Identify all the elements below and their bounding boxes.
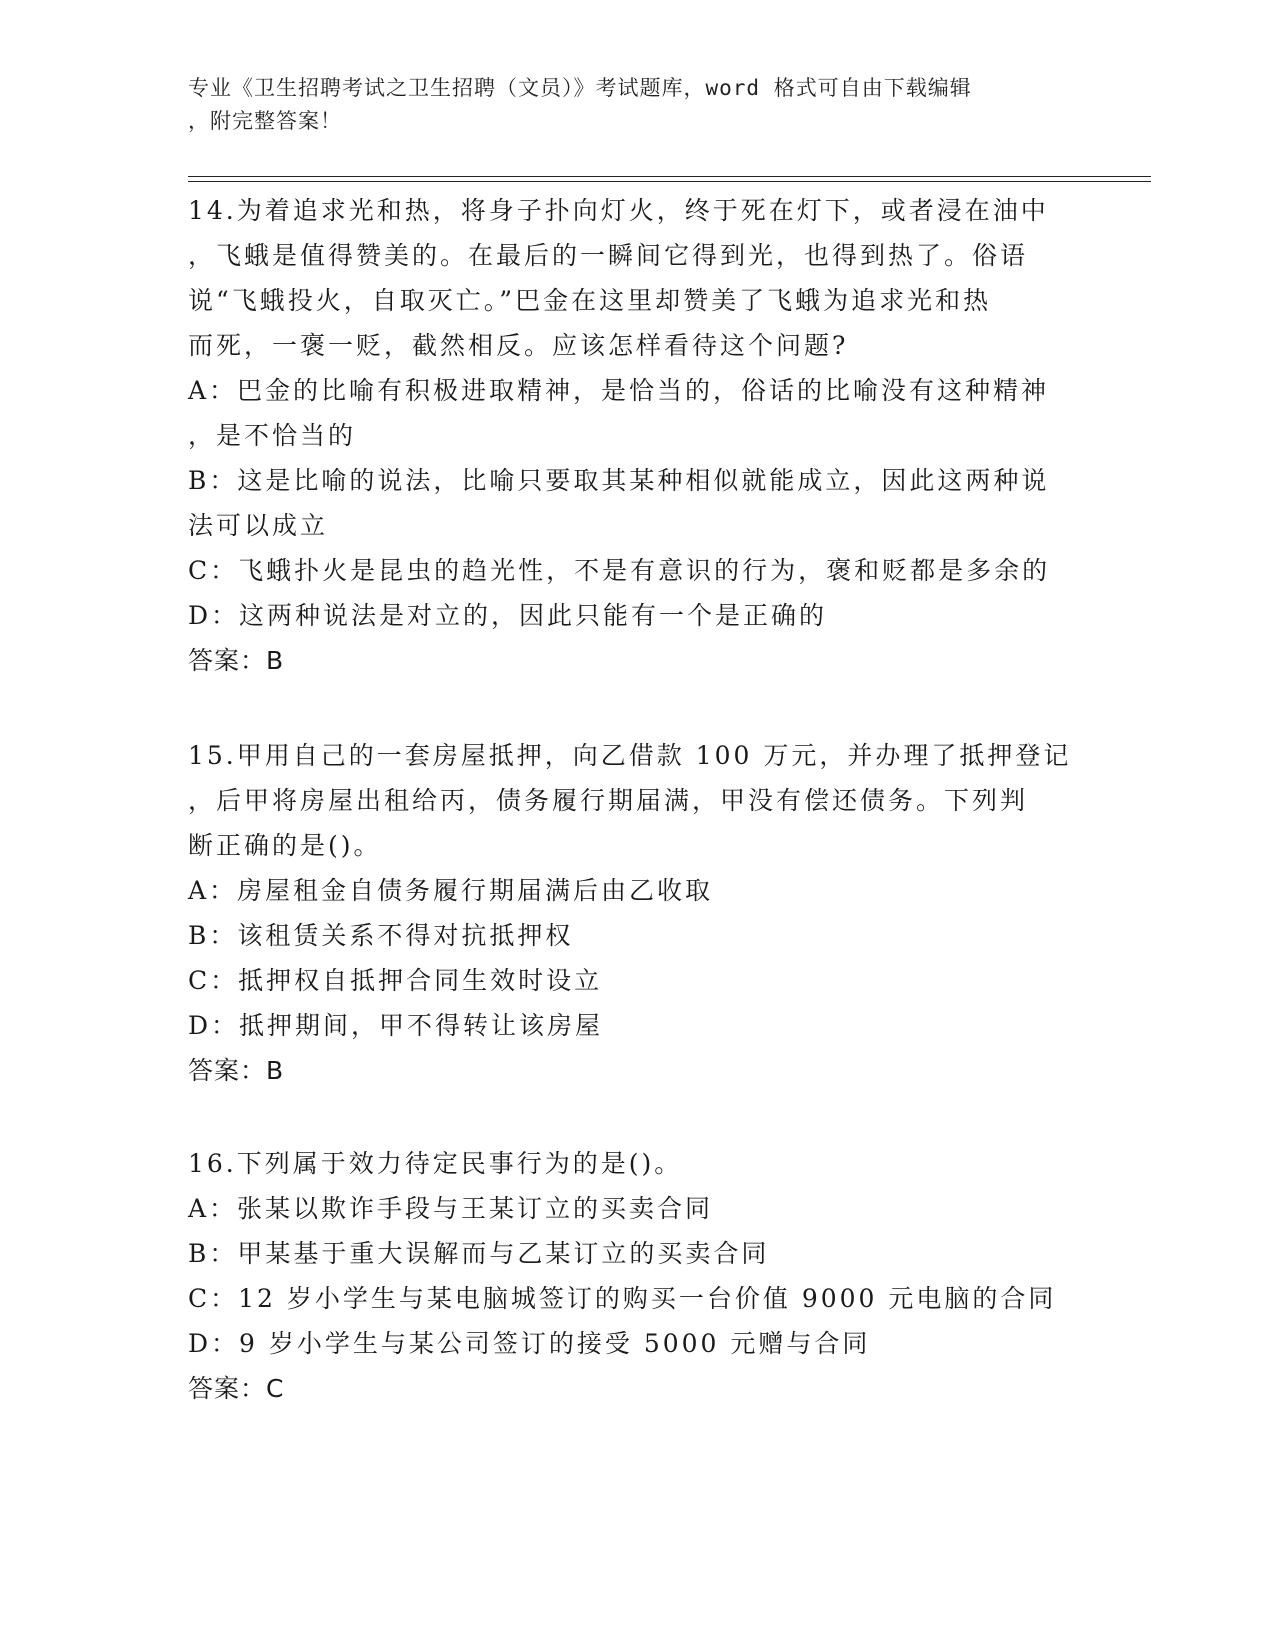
document-header — [188, 72, 1068, 138]
question-stem-line: 而死，一褒一贬，截然相反。应该怎样看待这个问题? — [188, 331, 849, 360]
option-c-line: C：12 岁小学生与某电脑城签订的购买一台价值 9000 元电脑的合同 — [188, 1284, 1057, 1313]
question-stem-line: ，飞蛾是值得赞美的。在最后的一瞬间它得到光，也得到热了。俗语 — [188, 241, 1029, 270]
question-14 — [188, 188, 1088, 683]
option-a-line: A：房屋租金自债务履行期届满后由乙收取 — [188, 876, 714, 905]
option-c-line: C：飞蛾扑火是昆虫的趋光性，不是有意识的行为，褒和贬都是多余的 — [188, 556, 1051, 585]
option-b-line: B：该租赁关系不得对抗抵押权 — [188, 921, 574, 950]
header-divider-bottom — [188, 181, 1151, 182]
header-line-2: ，附完整答案！ — [188, 109, 342, 133]
option-d-line: D：9 岁小学生与某公司签订的接受 5000 元赠与合同 — [188, 1329, 871, 1358]
question-stem-line: 说“飞蛾投火，自取灭亡。”巴金在这里却赞美了飞蛾为追求光和热 — [188, 286, 992, 315]
question-stem-line: 15.甲用自己的一套房屋抵押，向乙借款 100 万元，并办理了抵押登记 — [188, 741, 1072, 770]
option-b-line: B：甲某基于重大误解而与乙某订立的买卖合同 — [188, 1239, 770, 1268]
option-b-line: B：这是比喻的说法，比喻只要取其某种相似就能成立，因此这两种说 — [188, 466, 1050, 495]
question-15 — [188, 733, 1088, 1093]
question-stem-line: 14.为着追求光和热，将身子扑向灯火，终于死在灯下，或者浸在油中 — [188, 196, 1049, 225]
question-stem-line: 断正确的是()。 — [188, 831, 382, 860]
option-a-line: ，是不恰当的 — [188, 421, 357, 450]
answer-line: 答案：B — [188, 646, 285, 675]
option-b-line: 法可以成立 — [188, 511, 329, 540]
header-line-1: 专业《卫生招聘考试之卫生招聘（文员）》考试题库，word 格式可自由下载编辑 — [188, 76, 972, 100]
answer-line: 答案：C — [188, 1374, 285, 1403]
option-a-line: A：张某以欺诈手段与王某订立的买卖合同 — [188, 1194, 714, 1223]
question-stem-line: 16.下列属于效力待定民事行为的是()。 — [188, 1149, 683, 1178]
option-c-line: C：抵押权自抵押合同生效时设立 — [188, 966, 603, 995]
option-a-line: A：巴金的比喻有积极进取精神，是恰当的，俗话的比喻没有这种精神 — [188, 376, 1050, 405]
question-stem-line: ，后甲将房屋出租给丙，债务履行期届满，甲没有偿还债务。下列判 — [188, 786, 1029, 815]
answer-line: 答案：B — [188, 1056, 285, 1085]
option-d-line: D：这两种说法是对立的，因此只能有一个是正确的 — [188, 601, 828, 630]
question-16 — [188, 1141, 1088, 1411]
option-d-line: D：抵押期间，甲不得转让该房屋 — [188, 1011, 604, 1040]
header-divider-top — [188, 176, 1151, 177]
